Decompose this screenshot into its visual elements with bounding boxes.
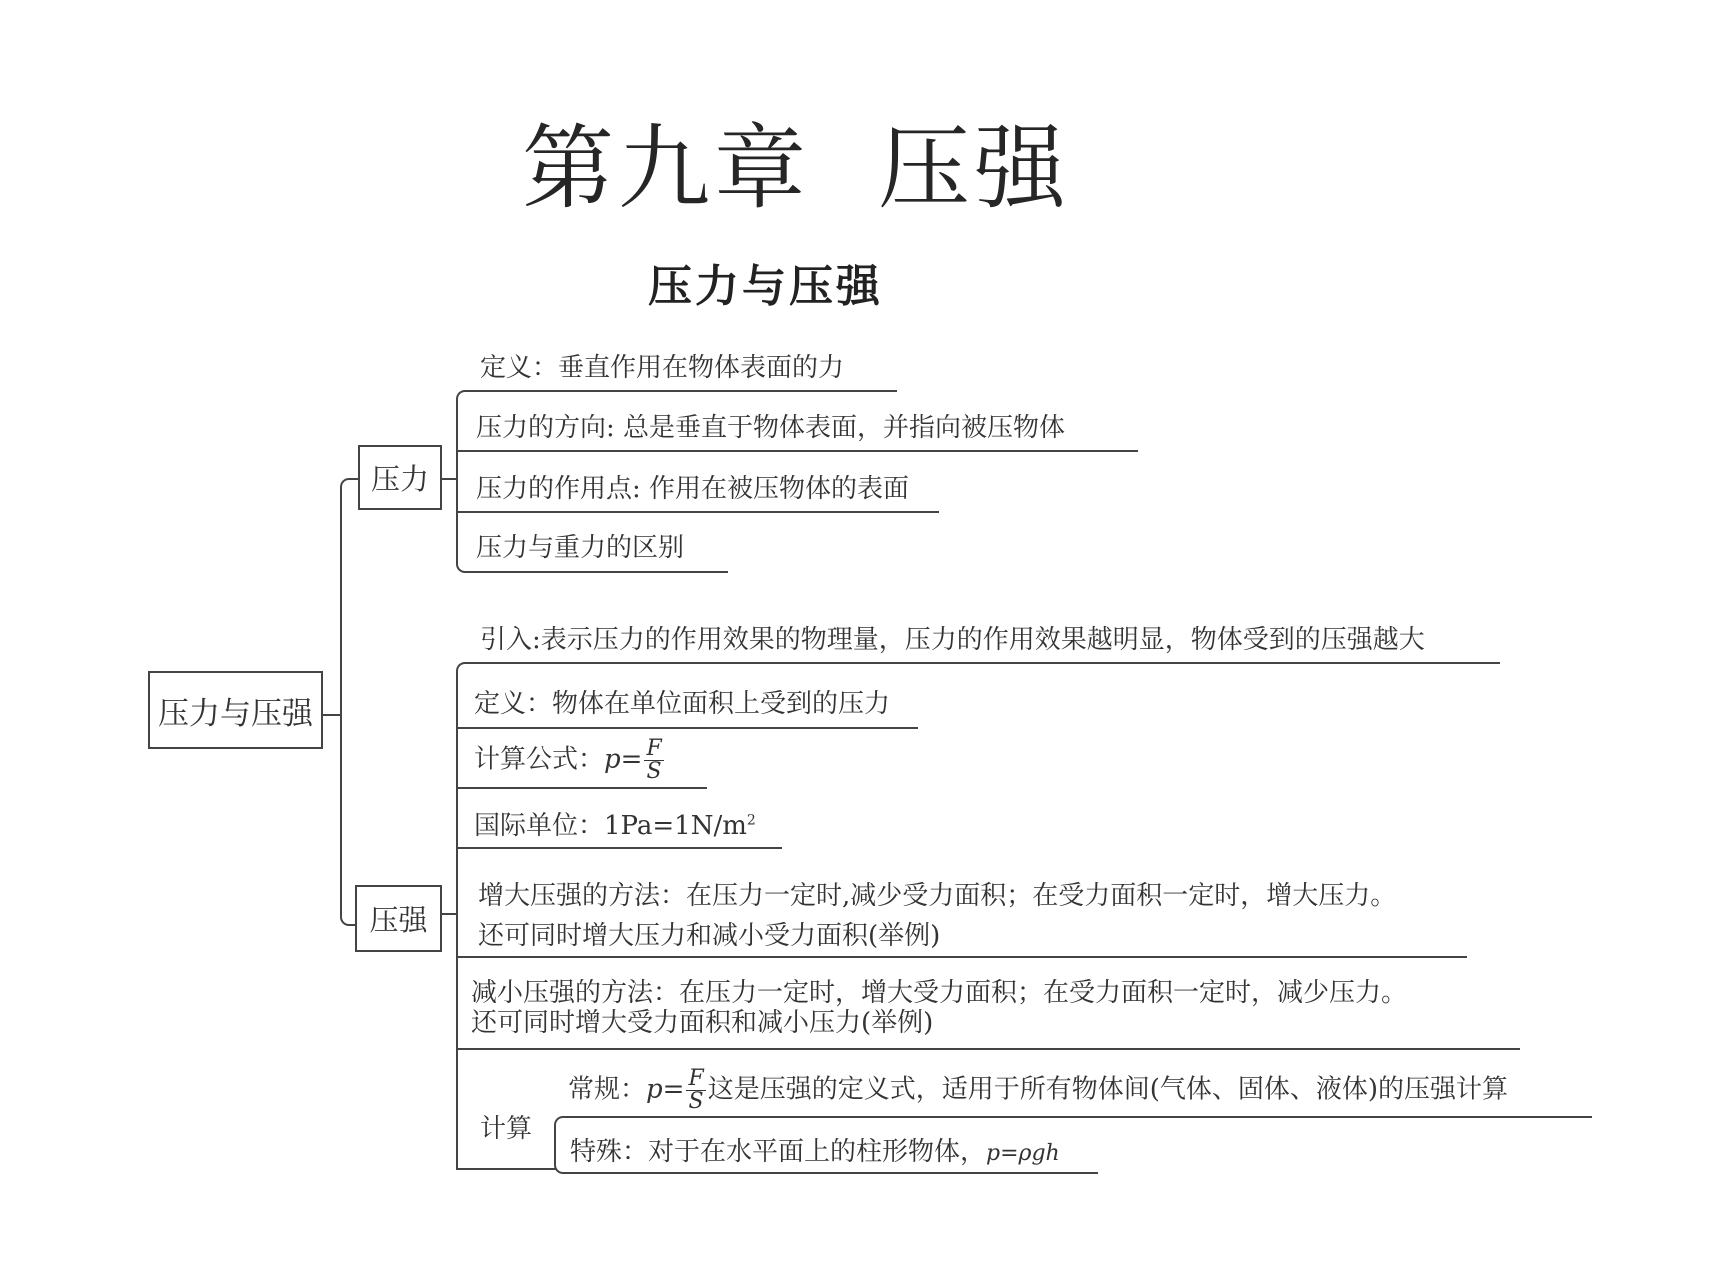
calc-general-underline [570, 1116, 1592, 1118]
force-direction: 压力的方向: 总是垂直于物体表面，并指向被压物体 [476, 413, 1066, 443]
formula-prefix: 计算公式： [474, 744, 605, 775]
general-fraction [686, 1068, 705, 1113]
formula-fraction [644, 738, 663, 783]
unit-exponent: 2 [746, 812, 756, 829]
pressure-formula [474, 738, 666, 783]
force-application-underline [456, 511, 939, 513]
root-node [148, 671, 323, 749]
root-node-label: 压力与压强 [158, 695, 313, 732]
force-vs-gravity: 压力与重力的区别 [476, 533, 685, 563]
section-title: 压力与压强 [648, 261, 883, 312]
root-connector [323, 714, 341, 716]
force-vs-gravity-underline [470, 571, 728, 573]
calc-special [570, 1136, 1060, 1169]
unit-prefix: 国际单位： [474, 811, 605, 841]
general-denominator: S [688, 1089, 704, 1114]
force-application-point: 压力的作用点: 作用在被压物体的表面 [476, 474, 910, 504]
pressure-unit-underline [456, 847, 782, 849]
general-lhs: p= [646, 1074, 685, 1105]
calc-label: 计算 [480, 1114, 533, 1144]
calc-general [568, 1068, 1508, 1113]
pressure-unit [474, 810, 756, 843]
pressure-force-label: 压力 [370, 462, 429, 496]
pressure-intro-underline [470, 662, 1500, 664]
calc-special-underline [570, 1172, 1098, 1174]
pressure-definition: 定义：物体在单位面积上受到的压力 [474, 689, 891, 719]
pressure-definition-underline [456, 727, 918, 729]
pressure-label: 压强 [369, 903, 428, 937]
pressure-force-bracket-top [456, 390, 478, 482]
decrease-pressure-methods [471, 978, 1407, 1038]
pressure-formula-underline [456, 787, 707, 789]
increase-line-2: 还可同时增大压力和减小受力面积(举例) [478, 921, 941, 951]
decrease-underline [456, 1048, 1520, 1050]
pressure-node [355, 885, 442, 952]
pressure-connector [442, 913, 457, 915]
force-definition: 定义：垂直作用在物体表面的力 [480, 353, 845, 383]
special-prefix: 特殊：对于在水平面上的柱形物体， [570, 1137, 987, 1167]
pressure-bracket-spine [456, 915, 458, 1169]
general-numerator: F [688, 1066, 704, 1091]
decrease-line-2: 还可同时增大受力面积和减小压力(举例) [471, 1008, 934, 1038]
chapter-number: 第九章 [522, 115, 811, 222]
increase-line-1: 增大压强的方法：在压力一定时,减少受力面积；在受力面积一定时，增大压力。 [478, 881, 1397, 911]
pressure-force-connector [442, 478, 457, 480]
formula-denominator: S [646, 759, 662, 784]
trunk-top-connector [340, 478, 360, 720]
increase-underline [456, 956, 1467, 958]
general-prefix: 常规： [568, 1074, 647, 1105]
pressure-intro: 引入:表示压力的作用效果的物理量，压力的作用效果越明显，物体受到的压强越大 [480, 625, 1425, 655]
force-definition-underline [470, 390, 897, 392]
formula-numerator: F [646, 736, 662, 761]
decrease-line-1: 减小压强的方法：在压力一定时，增大受力面积；在受力面积一定时，减少压力。 [471, 978, 1408, 1008]
calc-underline [456, 1168, 556, 1170]
chapter-topic: 压强 [878, 115, 1071, 222]
pressure-force-node [358, 445, 442, 510]
formula-lhs: p= [604, 744, 643, 775]
pressure-force-bracket-bottom [456, 478, 478, 573]
force-direction-underline [456, 450, 1138, 452]
increase-pressure-methods [478, 876, 1396, 956]
unit-value: 1Pa=1N/m [604, 811, 747, 841]
general-suffix: 这是压强的定义式，适用于所有物体间(气体、固体、液体)的压强计算 [707, 1074, 1509, 1105]
special-formula: p=ρgh [986, 1141, 1060, 1166]
